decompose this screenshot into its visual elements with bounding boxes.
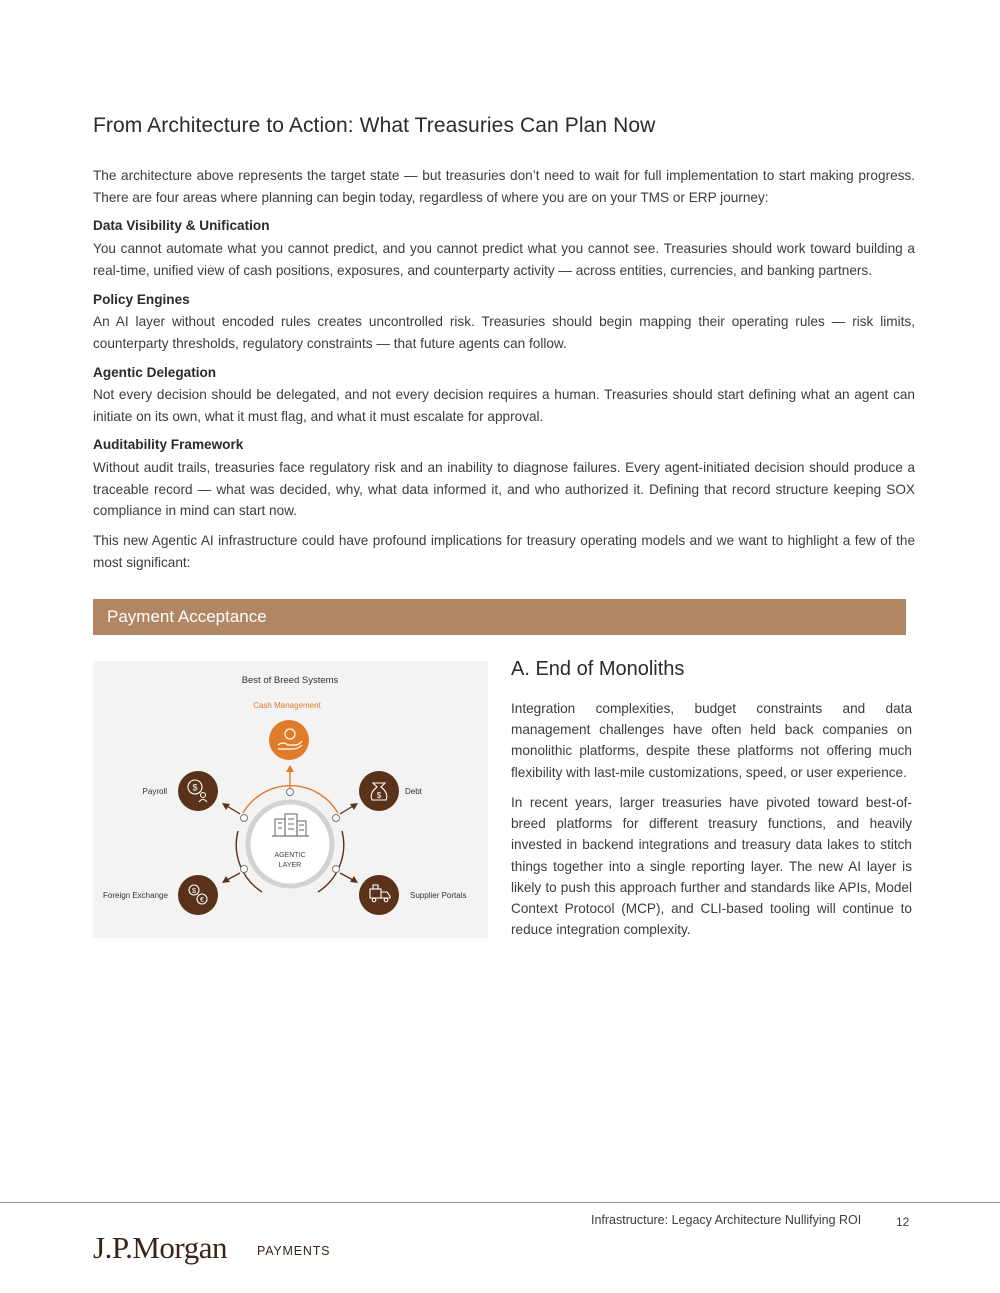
node-label-fx: Foreign Exchange <box>103 891 168 900</box>
center-ring <box>248 802 332 886</box>
section-heading-auditability: Auditability Framework <box>93 437 244 452</box>
center-label-line1: AGENTIC <box>274 852 306 859</box>
diagram-title: Best of Breed Systems <box>241 675 339 686</box>
closing-paragraph: This new Agentic AI infrastructure could have profound implications for treasury operating models and we want to highlight a few of the most significant: <box>93 533 915 570</box>
section-body-agentic-delegation: Not every decision should be delegated, and not every decision requires a human. Treasuries should start defining what an agent can initiate on its own, what it must flag, and what it must escalate for approval. <box>93 387 915 424</box>
arrow-fx <box>227 873 240 880</box>
arrow-debt <box>340 806 353 814</box>
agentic-layer-diagram <box>93 661 488 938</box>
section-heading-data-visibility: Data Visibility & Unification <box>93 218 270 233</box>
center-label-line2: LAYER <box>278 862 302 869</box>
footer-divider <box>0 1202 1000 1203</box>
svg-text:$: $ <box>192 782 198 793</box>
arrowhead-cash <box>286 765 294 772</box>
fx-node <box>178 875 218 915</box>
section-a-paragraph-2: In recent years, larger treasuries have pivoted toward best-of-breed platforms for different treasury functions, and heavily invested in backend integrations and treasury data lakes to stitch things together into a single reporting layer. The new AI layer is likely to push this approach further and standards like APIs, Model Context Protocol (MCP), and CLI-based tooling will continue to reduce integration complexity. <box>511 795 912 938</box>
node-label-payroll: Payroll <box>142 787 167 796</box>
connector-dot-top <box>287 789 294 796</box>
diagram-svg <box>93 661 488 938</box>
arrow-supplier <box>340 873 353 880</box>
page-number: 12 <box>896 1215 910 1229</box>
section-banner-label: Payment Acceptance <box>107 607 267 626</box>
logo-payments-label: PAYMENTS <box>257 1244 331 1258</box>
section-body-data-visibility: You cannot automate what you cannot predict, and you cannot predict what you cannot see. Treasuries should work toward building a real-time, unified view of cash positions, exposures, and counterparty activity — across entities, currencies, and banking partners. <box>93 241 915 278</box>
svg-text:$: $ <box>376 791 382 800</box>
section-a-paragraph-1: Integration complexities, budget constraints and data management challenges have often held back companies on monolithic platforms, despite these platforms not offering much flexibility with last-mile customizations, speed, or user experience. <box>511 701 912 780</box>
payroll-node <box>178 771 218 811</box>
footer-title: Infrastructure: Legacy Architecture Nullifying ROI <box>591 1213 862 1227</box>
section-body-auditability: Without audit trails, treasuries face regulatory risk and an inability to diagnose failures. Every agent-initiated decision should produce a traceable record — what was decided, why, what data informed it, and who authorized it. Defining that record structure keeping SOX compliance in mind can start now. <box>93 460 915 518</box>
section-banner <box>93 599 906 635</box>
connector-dot-upper-left <box>241 815 248 822</box>
page-title: From Architecture to Action: What Treasuries Can Plan Now <box>93 114 656 137</box>
node-label-cash: Cash Management <box>253 701 321 710</box>
section-body-policy-engines: An AI layer without encoded rules creates uncontrolled risk. Treasuries should begin mapping their operating rules — risk limits, counterparty thresholds, regulatory constraints — that future agents can follow. <box>93 314 915 351</box>
node-label-debt: Debt <box>405 787 422 796</box>
supplier-node <box>359 875 399 915</box>
connector-dot-lower-right <box>333 866 340 873</box>
svg-text:€: € <box>200 897 204 904</box>
section-heading-policy-engines: Policy Engines <box>93 292 190 307</box>
connector-dot-lower-left <box>241 866 248 873</box>
intro-paragraph: The architecture above represents the target state — but treasuries don’t need to wait for full implementation to start making progress. There are four areas where planning can begin today, regardless of where you are on your TMS or ERP journey: <box>93 168 915 205</box>
node-label-supplier: Supplier Portals <box>410 891 467 900</box>
arrow-payroll <box>227 806 240 814</box>
section-heading-agentic-delegation: Agentic Delegation <box>93 365 217 380</box>
jpmorgan-logo: J.P.Morgan <box>93 1230 227 1265</box>
connector-dot-upper-right <box>333 815 340 822</box>
section-a-heading: A. End of Monoliths <box>511 658 685 680</box>
cash-node <box>269 720 309 760</box>
svg-text:$: $ <box>192 888 196 895</box>
